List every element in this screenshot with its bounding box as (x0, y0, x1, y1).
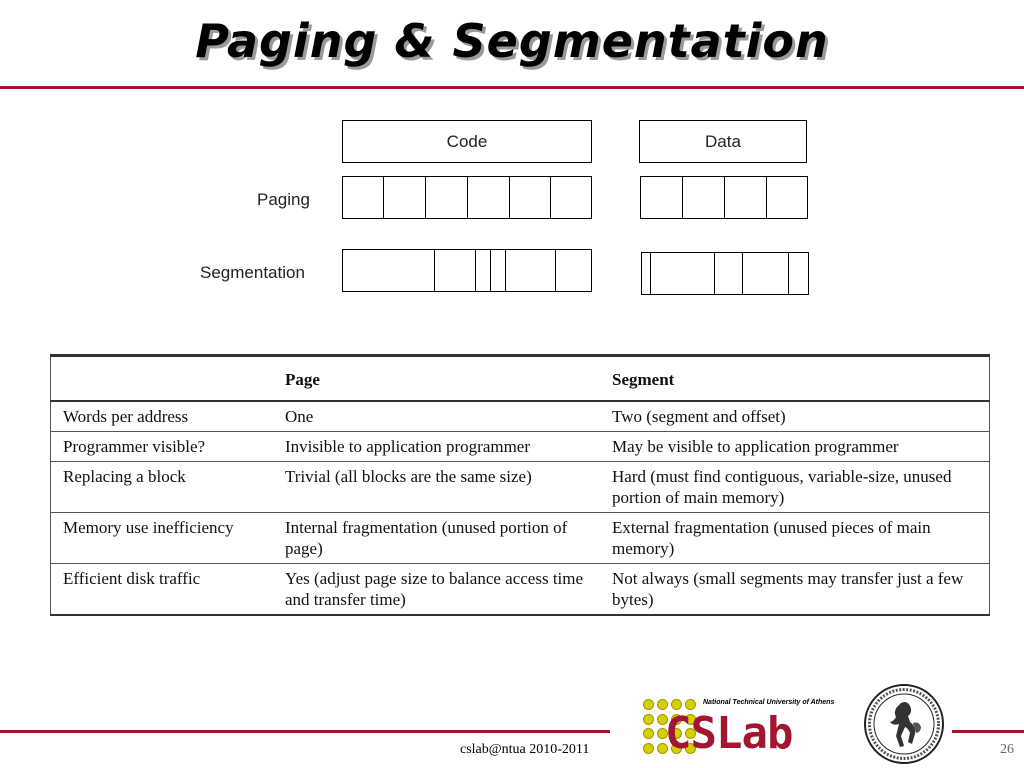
title-divider (0, 86, 1024, 89)
row-segment-value: May be visible to application programmer (612, 437, 899, 456)
table-row (51, 432, 990, 462)
page-divider (467, 177, 468, 218)
logo-wordmark: CSLab (665, 708, 793, 759)
table-row (51, 513, 990, 564)
row-attribute: Words per address (63, 407, 189, 426)
slide-title: Paging & Segmentation (195, 14, 829, 68)
page-divider (509, 177, 510, 218)
segment-divider (555, 250, 556, 291)
segment-divider (490, 250, 491, 291)
page-divider (425, 177, 426, 218)
row-page-value: Yes (adjust page size to balance access time and transfer time) (285, 569, 584, 609)
footer-divider-left (0, 730, 610, 733)
row-segment-value: External fragmentation (unused pieces of main memory) (612, 518, 931, 558)
segment-divider (650, 253, 651, 294)
table-row (51, 564, 990, 616)
table-header-row (51, 356, 990, 402)
segment-divider (742, 253, 743, 294)
table-row (51, 462, 990, 513)
logo-dot (643, 699, 654, 710)
table-row (51, 401, 990, 432)
segmentation-data-blocks (641, 252, 809, 295)
page-divider (682, 177, 683, 218)
row-segment-value: Two (segment and offset) (612, 407, 786, 426)
paging-data-blocks (640, 176, 808, 219)
logo-dot (643, 728, 654, 739)
segment-divider (475, 250, 476, 291)
row-segment-value: Hard (must find contiguous, variable-size, unused portion of main memory) (612, 467, 952, 507)
comparison-table-wrapper (50, 354, 990, 616)
page-divider (550, 177, 551, 218)
segmentation-label: Segmentation (200, 263, 305, 282)
page-divider (766, 177, 767, 218)
row-page-value: Internal fragmentation (unused portion of page) (285, 518, 568, 558)
cslab-logo (643, 697, 853, 761)
segment-divider (788, 253, 789, 294)
segmentation-code-blocks (342, 249, 592, 292)
row-attribute: Replacing a block (63, 467, 186, 486)
logo-university-name: National Technical University of Athens (703, 699, 835, 706)
segment-divider (505, 250, 506, 291)
data-box (639, 120, 807, 163)
paging-label: Paging (257, 190, 310, 209)
row-attribute: Efficient disk traffic (63, 569, 201, 588)
segment-divider (714, 253, 715, 294)
code-label: Code (446, 131, 488, 151)
university-seal-icon (863, 683, 945, 765)
comparison-table (50, 354, 990, 616)
page-divider (383, 177, 384, 218)
header-cell-segment: Segment (600, 356, 990, 402)
row-segment-value: Not always (small segments may transfer just a few bytes) (612, 569, 964, 609)
row-attribute: Programmer visible? (63, 437, 206, 456)
data-label: Data (705, 131, 741, 151)
header-cell-page: Page (273, 356, 600, 402)
footer-divider-right (952, 730, 1024, 733)
logo-dot (643, 714, 654, 725)
paging-segmentation-diagram (190, 112, 830, 312)
paging-code-blocks (342, 176, 592, 219)
row-page-value: Trivial (all blocks are the same size) (285, 467, 532, 486)
logo-dot (643, 743, 654, 754)
row-attribute: Memory use inefficiency (63, 518, 234, 537)
header-cell-attribute (51, 356, 274, 402)
page-divider (724, 177, 725, 218)
footer-text: cslab@ntua 2010-2011 (460, 742, 590, 757)
page-number: 26 (1000, 742, 1014, 757)
row-page-value: One (285, 407, 314, 426)
segment-divider (434, 250, 435, 291)
row-page-value: Invisible to application programmer (285, 437, 531, 456)
code-box (342, 120, 592, 163)
